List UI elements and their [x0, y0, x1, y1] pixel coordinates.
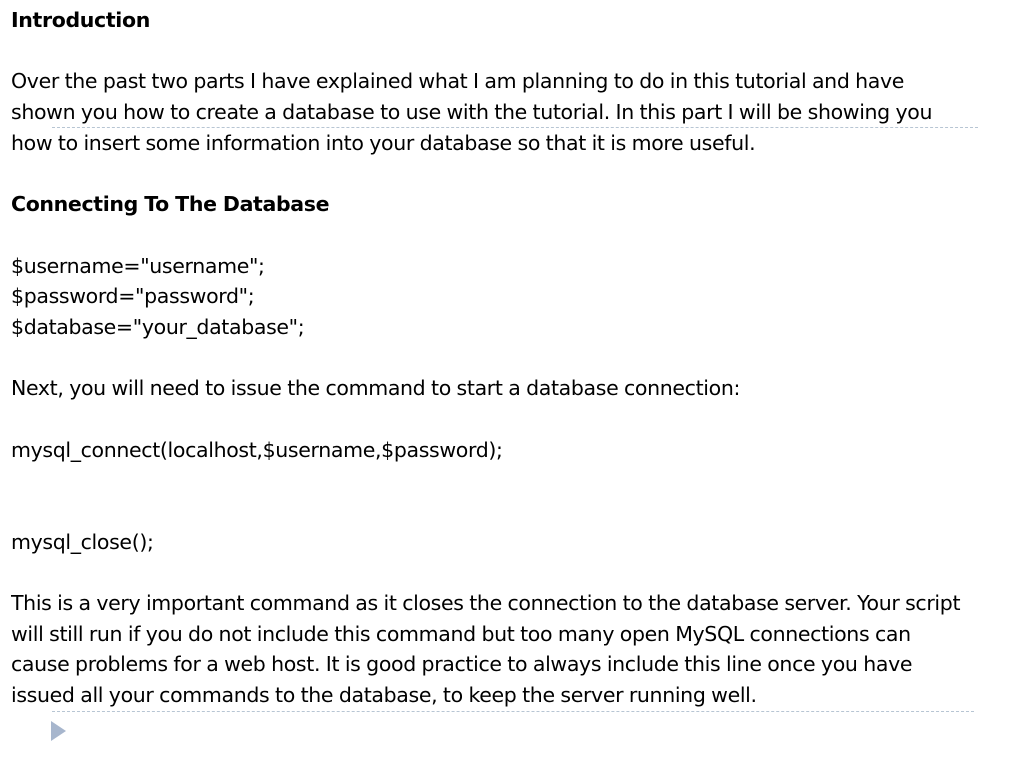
spacer	[11, 557, 1015, 588]
dashed-divider-top	[52, 127, 978, 128]
slide-text-body	[11, 5, 1015, 711]
intro-paragraph-line: Over the past two parts I have explained what I am planning to do in this tutorial and have	[11, 69, 905, 94]
code-close-line: mysql_close();	[11, 529, 154, 554]
spacer	[11, 158, 1015, 189]
code-database-line: $database="your_database";	[11, 314, 305, 339]
spacer	[11, 465, 1015, 526]
closing-paragraph-line: cause problems for a web host. It is good practice to always include this line once you have	[11, 652, 913, 677]
closing-paragraph-line: issued all your commands to the database, to keep the server running well.	[11, 683, 757, 708]
closing-paragraph-line: will still run if you do not include this command but too many open MySQL connections can	[11, 621, 911, 646]
heading-connecting: Connecting To The Database	[11, 192, 330, 217]
code-connect-line: mysql_connect(localhost,$username,$password);	[11, 437, 503, 462]
heading-introduction: Introduction	[11, 8, 150, 32]
code-password-line: $password="password";	[11, 284, 255, 309]
spacer	[11, 343, 1015, 374]
triangle-right-icon[interactable]	[51, 721, 66, 741]
spacer	[11, 36, 1015, 67]
intro-paragraph-line: shown you how to create a database to use with the tutorial. In this part I will be showing you	[11, 100, 933, 125]
code-username-line: $username="username";	[11, 253, 265, 278]
next-instruction-text: Next, you will need to issue the command to start a database connection:	[11, 376, 741, 401]
closing-paragraph-line: This is a very important command as it closes the connection to the database server. Your script	[11, 591, 961, 616]
intro-paragraph-line: how to insert some information into your database so that it is more useful.	[11, 130, 756, 155]
spacer	[11, 220, 1015, 251]
dashed-divider-bottom	[52, 711, 974, 712]
spacer	[11, 404, 1015, 435]
